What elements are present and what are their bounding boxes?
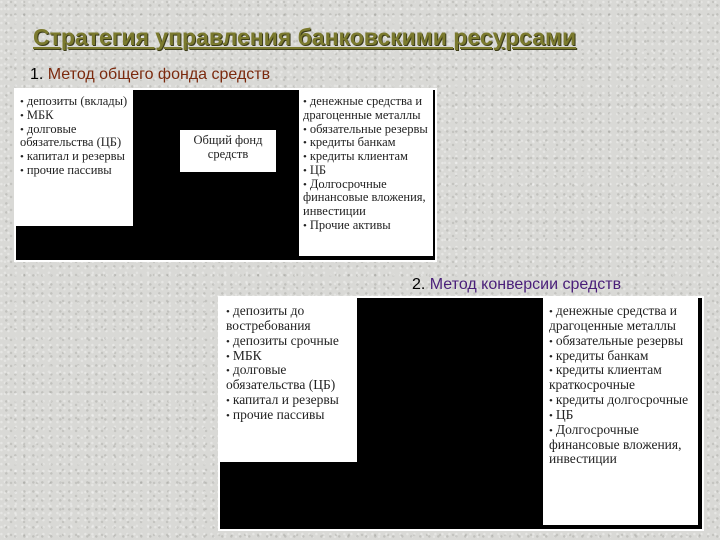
list-item-text: депозиты (вклады)	[26, 94, 128, 108]
list-item	[549, 349, 692, 364]
list-item-text: МБК	[232, 347, 262, 363]
list-item-text: денежные средства и драгоценные металлы	[303, 94, 423, 122]
list-item-text: Долгосрочные финансовые вложения, инвестиции	[303, 176, 426, 218]
bullet-icon: •	[303, 151, 307, 163]
bullet-icon: •	[20, 123, 24, 136]
bullet-icon: •	[303, 137, 307, 150]
method1-assets-list	[303, 95, 429, 233]
bullet-icon: •	[20, 96, 24, 108]
method2-assets-list	[549, 304, 692, 467]
bullet-icon: •	[20, 109, 24, 122]
list-item	[303, 150, 429, 164]
list-item-text: депозиты до востребования	[226, 303, 311, 333]
bullet-icon: •	[226, 350, 230, 363]
list-item	[303, 136, 429, 150]
method1-liabilities-box	[16, 90, 133, 226]
list-item-text: МБК	[26, 107, 54, 122]
list-item	[226, 334, 351, 349]
list-item	[226, 349, 351, 364]
bullet-icon: •	[20, 164, 24, 177]
bullet-icon: •	[303, 164, 307, 177]
method1-number: 1.	[30, 66, 44, 83]
list-item	[226, 363, 351, 393]
common-fund-box	[180, 130, 276, 172]
list-item	[226, 408, 351, 423]
list-item	[20, 95, 129, 109]
list-item	[549, 393, 692, 408]
method2-label: Метод конверсии средств	[429, 276, 622, 293]
list-item-text: кредиты банкам	[309, 135, 396, 150]
method2-liabilities-box	[220, 298, 357, 462]
list-item	[549, 408, 692, 423]
bullet-icon: •	[226, 306, 230, 318]
bullet-icon: •	[303, 178, 307, 191]
common-fund-label: Общий фонд средств	[193, 133, 263, 161]
list-item	[20, 150, 129, 164]
method2-heading	[412, 276, 621, 294]
list-item-text: обязательные резервы	[555, 332, 684, 348]
list-item-text: прочие пассивы	[232, 406, 325, 422]
method2-assets-box	[543, 298, 698, 525]
page-title: Стратегия управления банковскими ресурсами	[33, 24, 577, 50]
bullet-icon: •	[303, 123, 307, 136]
list-item-text: кредиты клиентам	[309, 149, 408, 163]
list-item	[226, 393, 351, 408]
list-item-text: долговые обязательства (ЦБ)	[20, 121, 122, 150]
list-item-text: капитал и резервы	[232, 392, 339, 408]
list-item-text: ЦБ	[555, 406, 574, 422]
bullet-icon: •	[549, 395, 553, 408]
list-item-text: кредиты банкам	[555, 347, 649, 363]
bullet-icon: •	[549, 350, 553, 363]
bullet-icon: •	[303, 96, 307, 108]
bullet-icon: •	[226, 365, 230, 378]
method1-label: Метод общего фонда средств	[47, 66, 271, 83]
list-item-text: обязательные резервы	[309, 121, 428, 136]
bullet-icon: •	[226, 409, 230, 422]
list-item	[549, 334, 692, 349]
bullet-icon: •	[549, 365, 553, 378]
list-item	[303, 178, 429, 219]
list-item-text: прочие пассивы	[26, 162, 112, 177]
bullet-icon: •	[549, 409, 553, 422]
list-item	[226, 304, 351, 334]
method2-liabilities-list	[226, 304, 351, 423]
list-item	[303, 95, 429, 123]
method2-diagram	[218, 296, 704, 531]
list-item	[303, 123, 429, 137]
bullet-icon: •	[549, 306, 553, 318]
bullet-icon: •	[20, 151, 24, 163]
list-item	[303, 164, 429, 178]
bullet-icon: •	[226, 395, 230, 408]
list-item-text: долговые обязательства (ЦБ)	[226, 362, 336, 393]
list-item-text: денежные средства и драгоценные металлы	[549, 303, 678, 333]
method1-assets-box	[299, 90, 433, 256]
list-item-text: капитал и резервы	[26, 149, 125, 163]
method2-number: 2.	[412, 276, 426, 293]
list-item	[20, 164, 129, 178]
list-item-text: депозиты срочные	[232, 332, 339, 348]
method1-diagram	[14, 88, 437, 262]
bullet-icon: •	[303, 219, 307, 232]
list-item	[549, 363, 692, 393]
bullet-icon: •	[226, 335, 230, 348]
list-item-text: Прочие активы	[309, 217, 391, 232]
list-item-text: ЦБ	[309, 162, 327, 177]
list-item	[20, 109, 129, 123]
method1-heading	[30, 66, 270, 84]
bullet-icon: •	[549, 335, 553, 348]
list-item	[20, 123, 129, 151]
list-item-text: Долгосрочные финансовые вложения, инвестиции	[549, 421, 682, 467]
list-item-text: кредиты долгосрочные	[555, 392, 689, 408]
list-item-text: кредиты клиентам краткосрочные	[549, 362, 662, 393]
list-item	[303, 219, 429, 233]
list-item	[549, 304, 692, 334]
list-item	[549, 423, 692, 468]
bullet-icon: •	[549, 424, 553, 437]
method1-liabilities-list	[20, 95, 129, 178]
